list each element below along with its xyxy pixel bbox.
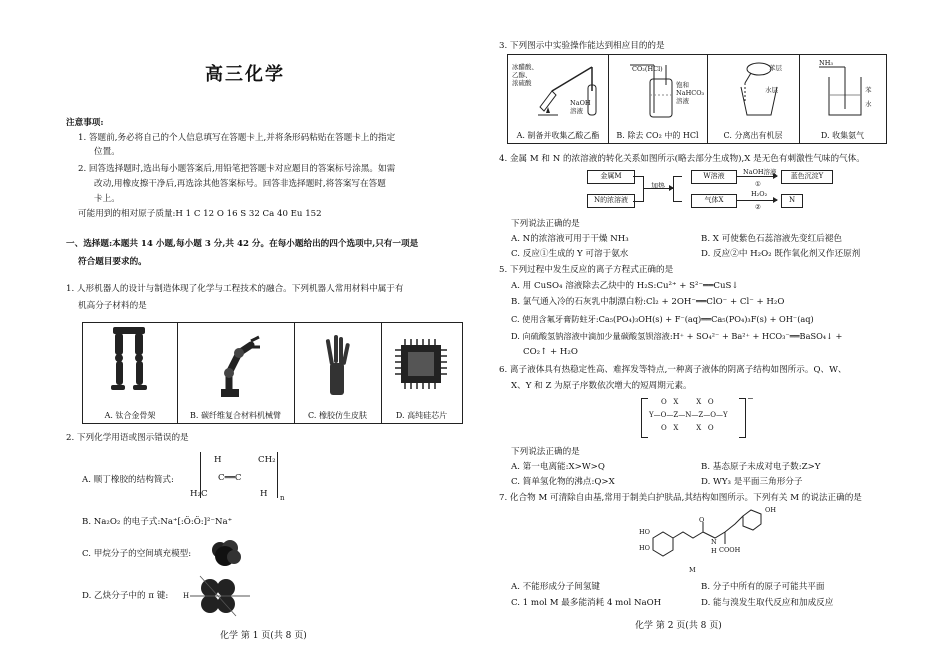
q3-b-label-2: 饱和 [676,81,689,89]
acetylene-pi-bond-model [190,574,250,618]
flow-n-solution: N的浓溶液 [587,194,635,208]
structure-cc-double: C══C [218,473,242,483]
anion-bracket-left [641,398,648,438]
q3-option-d: D. 收集氨气 [820,131,865,140]
q6-option-c: C. 简单氢化物的沸点:Q>X [511,477,615,487]
flow-step1: ① [755,180,761,188]
q2-option-c: C. 甲烷分子的空间填充模型: [82,549,192,559]
q3-option-d-cell [799,55,886,143]
q3-option-b-cell [608,55,708,143]
q2-option-d: D. 乙炔分子中的 π 键: [82,591,169,601]
notice-heading: 注意事项: [66,118,104,128]
flow-arrow-heat [643,188,673,189]
compound-label-cooh: COOH [719,546,741,554]
flow-arrow-1 [737,176,777,177]
q3-a-naoh [570,99,591,115]
flow-naoh: NaOH溶液 [743,168,777,176]
q5-option-b: B. 氯气通入冷的石灰乳中制漂白粉:Cl₂ + 2OH⁻══ClO⁻ + Cl⁻ + H₂O [511,297,785,307]
q6-option-a: A. 第一电离能:X>W>Q [511,462,605,472]
question-4: 4. 金属 M 和 N 的浓溶液的转化关系如图所示(略去部分生成物),X 是无色有刺激性气味的气体。 [499,154,865,164]
section-heading-a: 一、选择题:本题共 14 小题,每小题 3 分,共 42 分。在每小题给出的四个选项中,只有一项是 [66,239,419,249]
flow-metal-m: 金属M [587,170,635,184]
notice-1b: 位置。 [94,147,120,157]
q1-option-b-cell [177,323,295,423]
bracket-right [277,452,278,498]
structure-h-bottom: H [260,489,268,499]
notice-2b: 改动,用橡皮擦干净后,再选涂其他答案标号。回答非选择题时,将答案写在答题 [94,179,386,189]
q3-d-label-3: 水 [865,100,872,108]
structure-n: n [280,494,285,502]
ammonia-absorption-beaker [799,55,886,125]
q6-option-d: D. WY₃ 是平面三角形分子 [701,477,803,487]
q3-a-label-1: 冰醋酸、 [512,63,538,71]
compound-label-ho-2: HO [639,544,650,552]
compound-m-skeleton [635,508,785,570]
silicon-chip-image [381,323,462,405]
q4-option-a: A. N的浓溶液可用于干燥 NH₃ [511,234,629,244]
q3-b-label-4: 溶液 [676,97,689,105]
q1-option-a-cell [83,323,178,423]
anion-bracket-right [739,398,746,438]
methane-space-filling-model [208,538,244,566]
section-heading-b: 符合题目要求的。 [78,257,147,267]
q1-option-c-cell [294,323,382,423]
q1-option-a: A. 钛合金骨架 [104,411,156,420]
compound-label-oh: OH [765,506,776,514]
q3-experiment-table [507,54,887,144]
page-footer-left: 化学 第 1 页(共 8 页) [220,631,307,641]
acetylene-h-label: H [183,592,190,600]
q4-option-c: C. 反应①生成的 Y 可溶于氨水 [511,249,629,259]
q5-option-d-line1: D. 向硫酸氢钠溶液中滴加少量碳酸氢钡溶液:H⁺ + SO₄²⁻ + Ba²⁺ + HCO₃⁻══BaSO₄↓ + [511,331,843,341]
q3-a-label-3: 浓硫酸 [512,79,532,87]
flow-merge-bracket [633,176,644,202]
right-page [475,0,950,672]
structure-h2c: H₂C [190,489,208,499]
q3-option-a-cell [508,55,609,143]
q1-option-c: C. 橡胶仿生皮肤 [308,411,367,420]
q4-option-b: B. X 可使紫色石蕊溶液先变红后褪色 [701,234,842,244]
q3-a-label-5: 溶液 [570,107,583,115]
flow-heat: 加热 [651,182,665,190]
q5-option-a: A. 用 CuSO₄ 溶液除去乙炔中的 H₂S:Cu²⁺ + S²⁻══CuS↓ [511,281,739,291]
flow-w-solution: W溶液 [691,170,737,184]
q7-option-b: B. 分子中所有的原子可能共平面 [701,582,825,592]
rubber-skin-hand-image [294,323,381,405]
q3-option-c: C. 分离出有机层 [723,131,783,140]
q6-option-b: B. 基态原子未成对电子数:Z>Y [701,462,821,472]
notice-2a: 2. 回答选择题时,选出每小题答案后,用铅笔把答题卡对应题目的答案标号涂黑。如需 [78,164,396,174]
compound-label-n: N [711,538,717,546]
q3-b-label-1: CO₂(HCl) [632,65,663,73]
question-5: 5. 下列过程中发生反应的离子方程式正确的是 [499,265,674,275]
compound-label-m: M [689,566,696,574]
compound-label-o: O [699,516,705,524]
q2-option-b: B. Na₂O₂ 的电子式:Na⁺[:Ö:Ö:]²⁻Na⁺ [82,517,233,527]
flow-step2: ② [755,203,761,211]
q5-option-c: C. 使用含氟牙膏防蛀牙:Ca₅(PO₄)₃OH(s) + F⁻(aq)══Ca₅(PO₄)₃F(s) + OH⁻(aq) [511,314,814,324]
anion-charge: − [747,394,754,403]
q1-option-b: B. 碳纤维复合材料机械臂 [190,411,281,420]
q3-b-label-3: NaHCO₃ [676,89,705,97]
q3-a-labels [512,63,538,87]
question-1b: 机高分子材料的是 [78,301,147,311]
question-7: 7. 化合物 M 可清除自由基,常用于制美白护肤品,其结构如图所示。下列有关 M 的说法正确的是 [499,493,862,503]
flow-arrow-2 [737,200,777,201]
flow-gas-x: 气体X [691,194,737,208]
carbon-fiber-arm-image [177,323,294,405]
q7-option-a: A. 不能形成分子间氢键 [511,582,601,592]
q3-b-labels [676,81,704,105]
flow-h2o2: H₂O₂ [751,190,768,198]
question-6a: 6. 离子液体具有热稳定性高、难挥发等特点,一种离子液体的阴离子结构如图所示。Q、W、 [499,365,847,375]
page-title: 高三化学 [205,64,285,85]
flow-n-box: N [781,194,803,208]
q3-a-label-2: 乙醇、 [512,71,532,79]
q1-option-d-cell [381,323,462,423]
anion-row-bottom: O X X O [661,424,714,432]
q3-d-label-2: 苯 [865,86,872,94]
q3-a-label-4: NaOH [570,99,591,107]
q4-option-d: D. 反应②中 H₂O₂ 既作氧化剂又作还原剂 [701,249,861,259]
q3-c-label-2: 水层 [765,86,778,94]
question-6b: X、Y 和 Z 为原子序数依次增大的短周期元素。 [511,381,692,391]
compound-label-ho-1: HO [639,528,650,536]
structure-h-top: H [214,455,222,465]
anion-row-middle: Y—O—Z—N—Z—O—Y [649,411,728,419]
q4-ask: 下列说法正确的是 [511,219,580,229]
q2-option-a: A. 顺丁橡胶的结构简式: [82,475,174,485]
separatory-funnel-pour [707,55,799,125]
q3-d-label-1: NH₃ [819,59,833,67]
compound-label-h: H [711,547,717,555]
titanium-skeleton-image [83,323,177,405]
structure-ch2: CH₂ [258,455,276,465]
q3-c-label-1: 苯层 [769,64,782,72]
question-3: 3. 下列图示中实验操作能达到相应目的的是 [499,41,665,51]
q6-ask: 下列说法正确的是 [511,447,580,457]
q7-option-c: C. 1 mol M 最多能消耗 4 mol NaOH [511,598,662,608]
q3-option-c-cell [707,55,800,143]
question-1a: 1. 人形机器人的设计与制造体现了化学与工程技术的融合。下列机器人常用材料中属于有 [66,284,404,294]
q5-option-d-line2: CO₂↑ + H₂O [523,347,578,357]
notice-1a: 1. 答题前,务必将自己的个人信息填写在答题卡上,并将条形码粘贴在答题卡上的指定 [78,133,396,143]
flow-split-bracket [673,176,682,202]
question-2: 2. 下列化学用语或图示错误的是 [66,433,189,443]
q1-option-d: D. 高纯硅芯片 [395,411,448,420]
q3-option-b: B. 除去 CO₂ 中的 HCl [616,131,699,140]
atomic-masses: 可能用到的相对原子质量:H 1 C 12 O 16 S 32 Ca 40 Eu 152 [78,209,322,219]
q1-options-table [82,322,463,424]
q3-option-a: A. 制备并收集乙酸乙酯 [516,131,600,140]
anion-row-top: O X X O [661,398,714,406]
flow-blue-precipitate: 蓝色沉淀Y [781,170,833,184]
q7-option-d: D. 能与溴发生取代反应和加成反应 [701,598,834,608]
notice-2c: 卡上。 [94,194,120,204]
page-footer-right: 化学 第 2 页(共 8 页) [635,621,722,631]
